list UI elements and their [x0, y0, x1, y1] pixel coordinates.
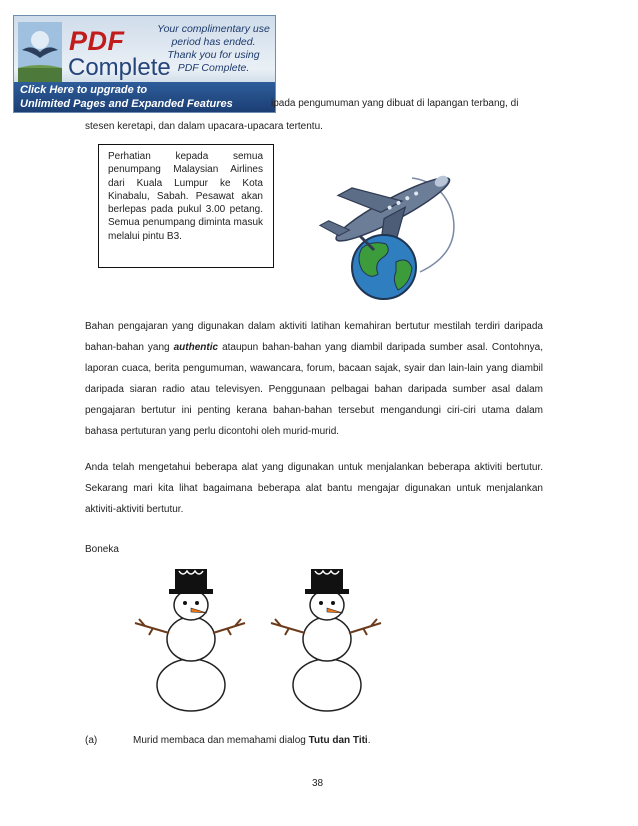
announcement-text: Perhatian kepada semua penumpang Malaysian Airlines dari Kuala Lumpur ke Kota Kinabalu, Sabah. Pesawat akan berlepas pada pukul 3.00 petang. Semua penumpang diminta masuk melalui pintu B3. [108, 151, 263, 242]
item-a-bold: Tutu dan Titi [308, 735, 368, 746]
paragraph-alat: Anda telah mengetahui beberapa alat yang digunakan untuk menjalankan beberapa aktiviti bertutur. Sekarang mari kita lihat bagaimana beberapa alat bantu mengajar digunakan untuk menjalankan aktiviti-aktiviti bertutur. [85, 462, 543, 515]
heading-boneka: Boneka [85, 544, 119, 555]
paragraph-bahan [85, 316, 543, 442]
banner-message: Your complimentary use period has ended. Thank you for using PDF Complete. [157, 23, 270, 74]
airplane-globe-image [312, 152, 472, 302]
cta-line-2[interactable]: Unlimited Pages and Expanded Features [20, 98, 233, 110]
intro-line-2: stesen keretapi, dan dalam upacara-upacara tertentu. [85, 121, 323, 132]
cta-line-1[interactable]: Click Here to upgrade to [20, 84, 148, 96]
item-a-end: . [367, 735, 371, 746]
item-a-body: Murid membaca dan memahami dialog [133, 735, 309, 746]
intro-line-1: ipada pengumuman yang dibuat di lapangan terbang, di [271, 98, 519, 109]
snowman-image [131, 563, 249, 713]
pdf-complete-banner[interactable] [13, 15, 276, 113]
pdf-label: PDF [69, 26, 125, 56]
page-number: 38 [312, 778, 324, 789]
item-a-marker: (a) [85, 735, 98, 746]
authentic-emphasis: authentic [173, 342, 219, 353]
paragraph-bahan-part1: Bahan pengajaran yang digunakan dalam aktiviti latihan kemahiran bertutur mestilah terdiri daripada bahan‑bahan yang [85, 321, 543, 353]
snowman-image [267, 563, 385, 713]
item-a-text [133, 734, 370, 747]
complete-label: Complete [68, 54, 171, 81]
upgrade-link[interactable] [14, 82, 275, 112]
bird-logo-icon [18, 22, 62, 82]
paragraph-bahan-part2: ataupun bahan-bahan yang diambil daripada sumber asal. Contohnya, laporan cuaca, berita pengumuman, wawancara, forum, bacaan sajak, syair dan lain-lain yang diambil daripada siaran radio atau televisyen. Penggunaan pelbagai bahan daripada sumber asal dalam pengajaran bertutur ini penting kerana bahan-bahan tersebut mengandungi ciri-ciri utama dalam bahasa pertuturan yang perlu dicontohi oleh murid-murid. [85, 342, 543, 437]
